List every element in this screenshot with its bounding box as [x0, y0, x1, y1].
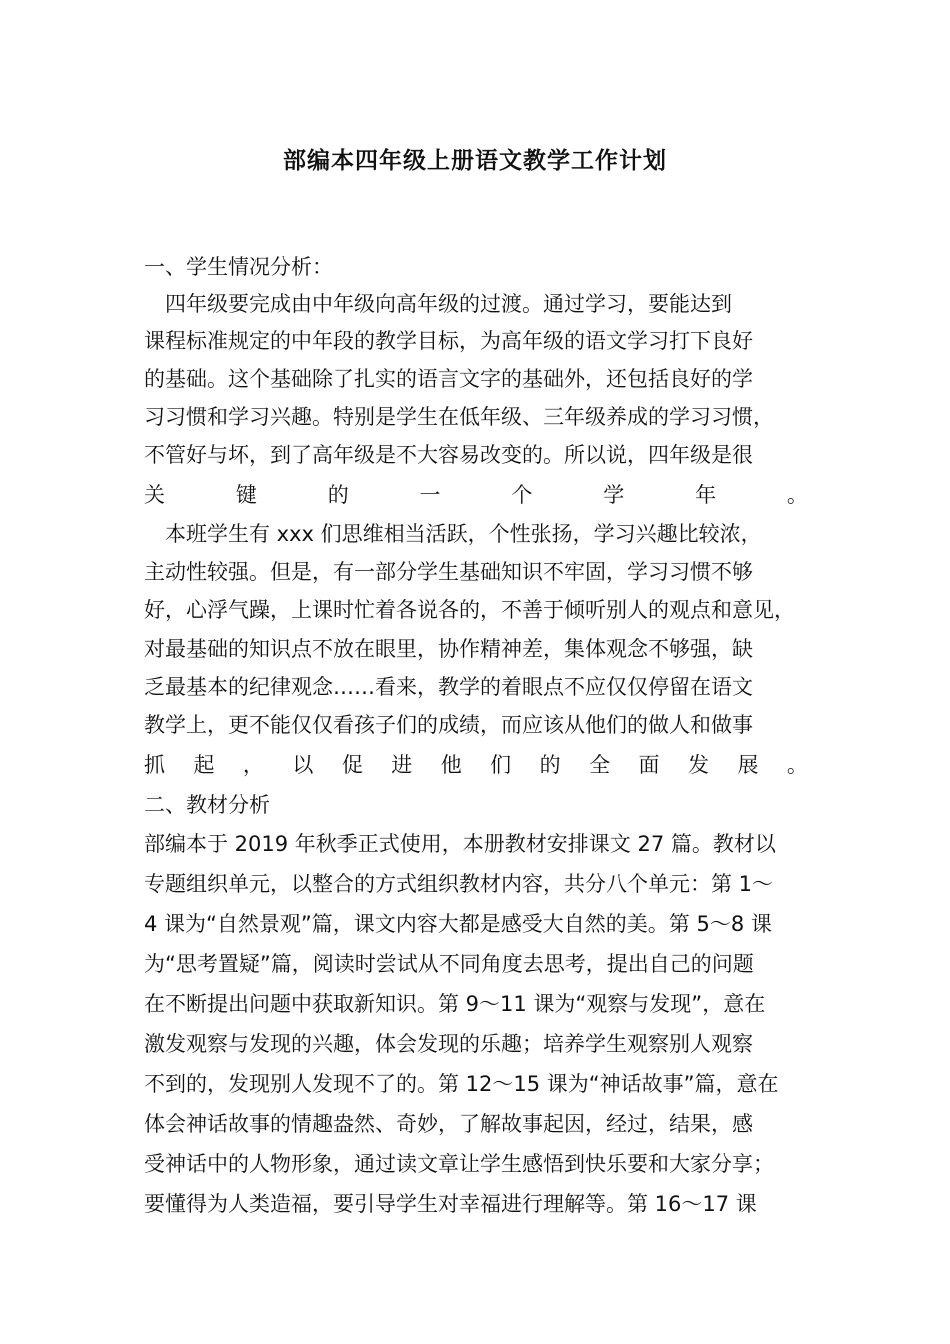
char: 面 [638, 753, 660, 777]
char: 促 [341, 753, 363, 777]
text-line: 体会神话故事的情趣盎然、奇妙，了解故事起因，经过，结果，感 [144, 1112, 753, 1136]
char: 的 [327, 483, 349, 507]
text-line: 主动性较强。但是，有一部分学生基础知识不牢固，学习习惯不够 [144, 560, 753, 584]
char: 起 [193, 753, 215, 777]
text-line: 受神话中的人物形象，通过读文章让学生感悟到快乐要和大家分享； [144, 1152, 774, 1176]
char: 全 [589, 753, 611, 777]
text-line: 要懂得为人类造福，要引导学生对幸福进行理解等。第 16～17 课 [144, 1192, 757, 1216]
char: 们 [490, 753, 512, 777]
text-line: 专题组织单元，以整合的方式组织教材内容，共分八个单元：第 1～ [144, 872, 774, 896]
text-line: 本班学生有 xxx 们思维相当活跃，个性张扬，学习兴趣比较浓， [144, 522, 762, 546]
text-line: 4 课为“自然景观”篇，课文内容大都是感受大自然的美。第 5～8 课 [144, 912, 772, 936]
char: 进 [391, 753, 413, 777]
text-line: 课程标准规定的中年段的教学目标，为高年级的语文学习打下良好 [144, 329, 753, 353]
char: 。 [786, 753, 808, 777]
char: 关 [144, 483, 165, 507]
char: 发 [687, 753, 709, 777]
section-heading-textbook-analysis: 二、教材分析 [144, 793, 270, 817]
document-title: 部编本四年级上册语文教学工作计划 [283, 147, 667, 174]
text-line: 教学上，更不能仅仅看孩子们的成绩，而应该从他们的做人和做事 [144, 713, 753, 737]
text-line: 对最基础的知识点不放在眼里，协作精神差，集体观念不够强，缺 [144, 637, 753, 661]
justified-text-line [144, 751, 808, 779]
justified-text-line [144, 481, 808, 509]
char: 学 [603, 483, 625, 507]
char: 键 [235, 483, 257, 507]
text-line: 不管好与坏，到了高年级是不大容易改变的。所以说，四年级是很 [144, 443, 753, 467]
text-line: 不到的，发现别人发现不了的。第 12～15 课为“神话故事”篇，意在 [144, 1072, 779, 1096]
char: 他 [440, 753, 462, 777]
text-line: 好，心浮气躁，上课时忙着各说各的，不善于倾听别人的观点和意见， [144, 598, 795, 622]
text-line: 乏最基本的纪律观念……看来，教学的着眼点不应仅仅停留在语文 [144, 675, 753, 699]
text-line: 四年级要完成由中年级向高年级的过渡。通过学习，要能达到 [144, 292, 732, 316]
char: 的 [539, 753, 561, 777]
text-line: 的基础。这个基础除了扎实的语言文字的基础外，还包括良好的学 [144, 367, 753, 391]
text-line: 在不断提出问题中获取新知识。第 9～11 课为“观察与发现”，意在 [144, 992, 766, 1016]
section-heading-student-analysis: 一、学生情况分析： [144, 255, 333, 279]
char: 展 [737, 753, 759, 777]
text-line: 习习惯和学习兴趣。特别是学生在低年级、三年级养成的学习习惯， [144, 405, 774, 429]
char: 一 [419, 483, 441, 507]
char: 抓 [144, 753, 165, 777]
text-line: 为“思考置疑”篇，阅读时尝试从不同角度去思考，提出自己的问题 [144, 952, 754, 976]
char: 个 [511, 483, 533, 507]
text-line: 部编本于 2019 年秋季正式使用，本册教材安排课文 27 篇。教材以 [144, 832, 776, 856]
char: 以 [292, 753, 314, 777]
text-line: 激发观察与发现的兴趣，体会发现的乐趣；培养学生观察别人观察 [144, 1032, 753, 1056]
char: ， [242, 753, 264, 777]
char: 年 [695, 483, 717, 507]
char: 。 [786, 483, 808, 507]
